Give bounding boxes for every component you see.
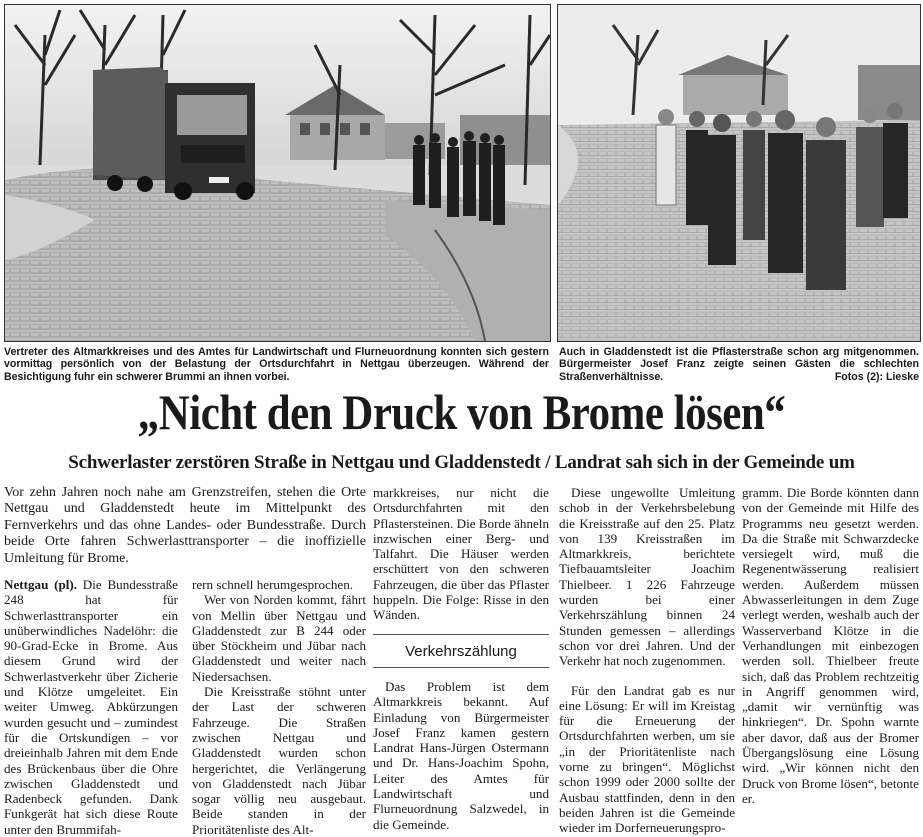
group-photo [557, 4, 921, 342]
article-paragraph: Für den Landrat gab es nur eine Lösung: Er will im Kreistag für die Erneuerung der Ortsdurchfahrten werben, um sie „in der Prioritätenliste nach vorne zu bringen“. Möglichst schon 1999 oder 2000 sollte der Ausbau stattfinden, denn in den beiden Jahren ist die Gemeinde wieder im Dorferneuerungspro- [559, 682, 735, 836]
article-paragraph: gramm. Die Borde könnten dann von der Gemeinde mit Hilfe des Programms neu gesetzt werden. Da die Straße mit Schwarzdecke versiegelt wird, muß die Regenentwässerung realisiert werden. Außerdem müssen Abwasserleitungen in dem Zuge verlegt werden, weshalb auch der Wasserverband Klötze in die Verhandlungen mit einbezogen werden soll. Thielbeer freute sich, daß das Problem rechtzeitig in Angriff genommen wird, „damit wir vernünftig was hinkriegen“. Dr. Spohn warnte aber davor, daß aus der Bromer Übergangslösung eine Lösung wird. „Wir können nicht den Druck von Brome lösen“, betonte er. [742, 485, 919, 806]
section-subheading: Verkehrszählung [373, 634, 549, 668]
article-column-3 [559, 485, 735, 836]
photo-caption-left: Vertreter des Altmarkkreises und des Amtes für Landwirtschaft und Flurneuordnung konnten sich gestern vormittag persönlich von der Belastung der Ortsdurchfahrt in Nettgau überzeugen. Während der Besichtigung fuhr ein schwerer Brummi an ihnen vorbei. [4, 346, 549, 383]
headline: „Nicht den Druck von Brome lösen“ [137, 384, 786, 440]
article-column-4 [742, 485, 919, 806]
article-paragraph [4, 577, 178, 837]
photo-credit: Fotos (2): Lieske [834, 370, 919, 383]
article-paragraph-text: Die Bundesstraße 248 hat für Schwerlasttransporter ein unüberwindliches Nadelöhr: die 90-Grad-Ecke in Brome. Aus diesem Grund wird der Schwerlastverkehr über Zicherie und Klötze umgeleitet. Ein weiter Umweg. Abkürzungen wurden gesucht und – zumindest für die Ortskundigen – vor dreieinhalb Jahren mit dem Ende des Brückenbaus über die Ohre zwischen Gladdenstedt und Radenbeck gefunden. Dank Funkgerät hat sich diese Route unter den Brummifah- [4, 577, 178, 837]
article-column-1b [192, 577, 366, 837]
article-intro: Vor zehn Jahren noch nahe am Grenzstreifen, stehen die Orte Nettgau und Gladdenstedt heute im Mittelpunkt des Fernverkehrs und das ohne Landes- oder Bundesstraße. Durch beide Orte fahren Schwerlasttransporter – die inoffizielle Umleitung für Brome. [4, 485, 366, 566]
truck-photo-image [5, 5, 550, 341]
article-paragraph: rern schnell herumgesprochen. [192, 577, 354, 592]
article-paragraph: markkreises, nur nicht die Ortsdurchfahrten mit den Pflastersteinen. Die Borde ähneln inzwischen einer Berg- und Talfahrt. Die Häuser werden erschüttert von den schweren Fahrzeugen, die über das Pflaster huppeln. Die Folge: Risse in den Wänden. [373, 485, 549, 623]
article-column-2 [373, 485, 549, 832]
photo-caption-right-text: Auch in Gladdenstedt ist die Pflasterstraße schon arg mitgenommen. Bürgermeister Josef Franz zeigte seinen Gästen die schlechten Straßenverhältnisse. [559, 346, 919, 383]
article-paragraph: Diese ungewollte Umleitung schob in der Verkehrsbelebung die Kreisstraße auf den 25. Platz von 139 Kreisstraßen im Altmarkkreis, berichtete Tiefbauamtsleiter Joachim Thielbeer. 1 226 Fahrzeuge wurden bei einer Verkehrszählung binnen 24 Stunden gemessen – allerdings schon vor drei Jahren. Und der Verkehr hat noch zugenommen. [559, 485, 735, 669]
group-photo-image [558, 5, 920, 341]
dateline: Nettgau (pl). [4, 577, 78, 592]
article-column-1a [4, 577, 178, 837]
subheadline: Schwerlaster zerstören Straße in Nettgau und Gladdenstedt / Landrat sah sich in der Gemeinde um [68, 452, 855, 473]
article-column-1 [4, 485, 366, 837]
truck-photo [4, 4, 551, 342]
photo-caption-right [559, 346, 919, 383]
article-paragraph: Die Kreisstraße stöhnt unter der Last der schweren Fahrzeuge. Die Straßen zwischen Nettgau und Gladdenstedt wurden schon hergerichtet, die Verlängerung von Gladdenstedt nach Jübar sogar völlig neu ausgebaut. Beide standen in der Prioritätenliste des Alt- [192, 684, 366, 837]
article-paragraph: Das Problem ist dem Altmarkkreis bekannt. Auf Einladung von Bürgermeister Josef Franz kamen gestern Landrat Hans-Jürgen Ostermann und Dr. Hans-Joachim Spohn, Leiter des Amtes für Landwirtschaft und Flurneuordnung Salzwedel, in die Gemeinde. [373, 678, 549, 832]
article-paragraph: Wer von Norden kommt, fährt von Mellin über Nettgau und Gladdenstedt zur B 244 oder über Stöckheim und Jübar nach Gladdenstedt und weiter nach Niedersachsen. [192, 592, 366, 684]
